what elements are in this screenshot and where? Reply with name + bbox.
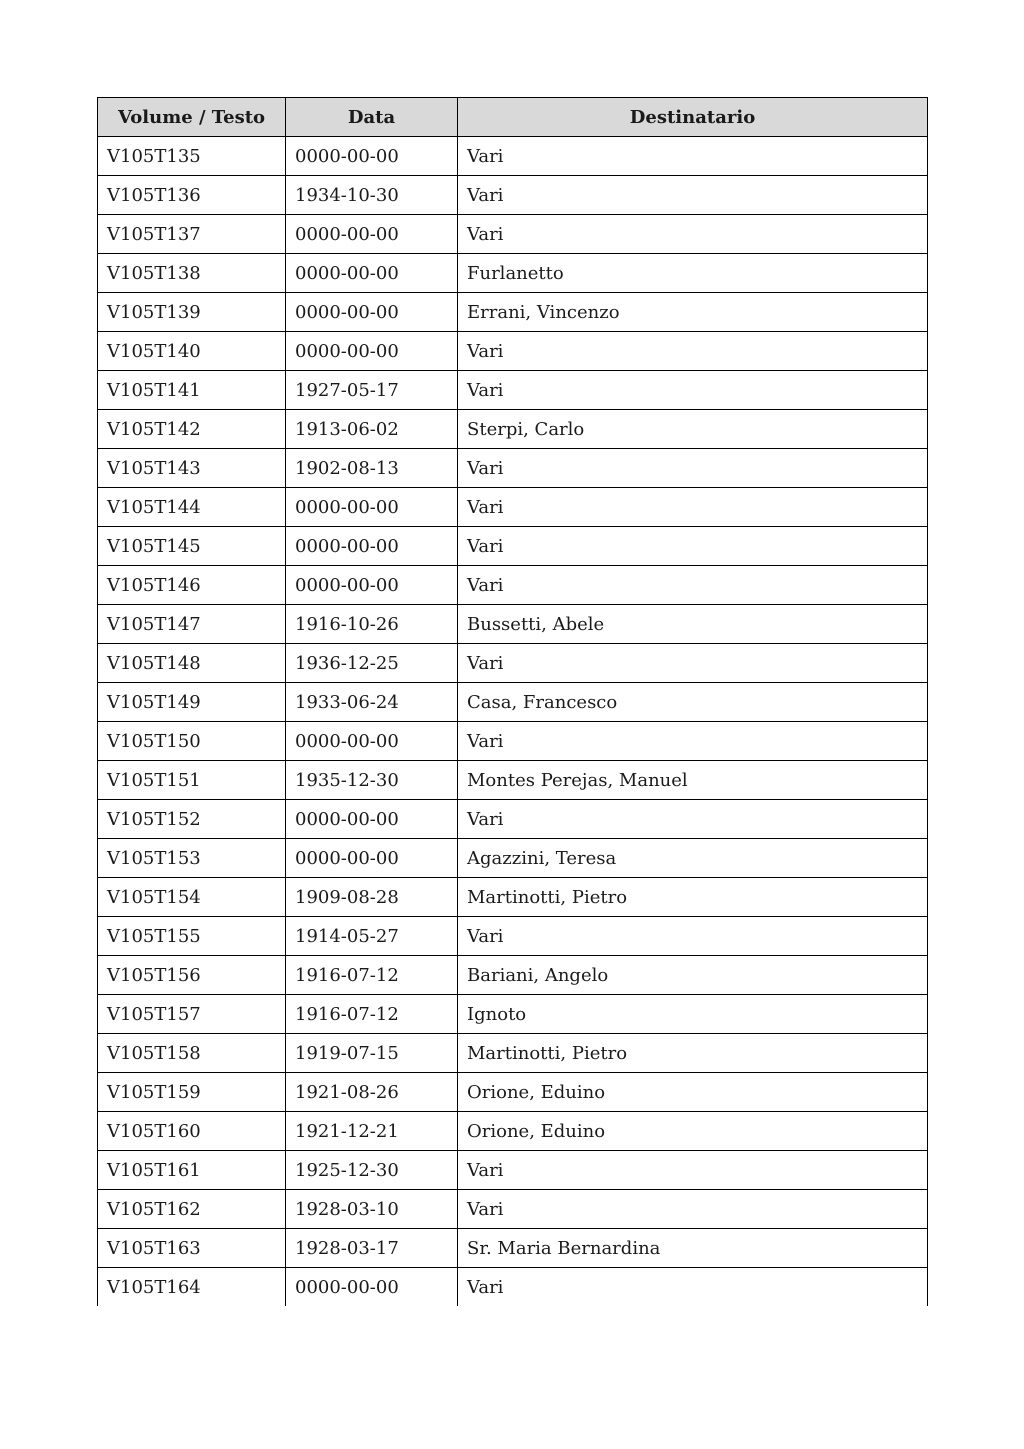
cell-destinatario: Ignoto — [458, 995, 928, 1034]
cell-volume-testo: V105T144 — [98, 488, 286, 527]
cell-volume-testo: V105T150 — [98, 722, 286, 761]
cell-volume-testo: V105T139 — [98, 293, 286, 332]
table-row — [98, 839, 928, 878]
cell-data: 0000-00-00 — [286, 800, 458, 839]
cell-destinatario: Bussetti, Abele — [458, 605, 928, 644]
cell-destinatario: Vari — [458, 449, 928, 488]
cell-volume-testo: V105T155 — [98, 917, 286, 956]
cell-destinatario: Vari — [458, 917, 928, 956]
cell-destinatario: Agazzini, Teresa — [458, 839, 928, 878]
cell-destinatario: Vari — [458, 722, 928, 761]
cell-data: 0000-00-00 — [286, 1268, 458, 1307]
table-row — [98, 1229, 928, 1268]
cell-data: 1934-10-30 — [286, 176, 458, 215]
table-row — [98, 371, 928, 410]
table-row — [98, 878, 928, 917]
letters-table — [97, 97, 928, 1306]
cell-volume-testo: V105T146 — [98, 566, 286, 605]
cell-data: 0000-00-00 — [286, 332, 458, 371]
column-header-data: Data — [286, 98, 458, 137]
cell-volume-testo: V105T157 — [98, 995, 286, 1034]
cell-destinatario: Vari — [458, 371, 928, 410]
cell-destinatario: Vari — [458, 1151, 928, 1190]
cell-destinatario: Errani, Vincenzo — [458, 293, 928, 332]
cell-volume-testo: V105T148 — [98, 644, 286, 683]
table-row — [98, 1112, 928, 1151]
table-row — [98, 1034, 928, 1073]
cell-data: 1928-03-17 — [286, 1229, 458, 1268]
table-row — [98, 1190, 928, 1229]
table-row — [98, 644, 928, 683]
cell-destinatario: Vari — [458, 332, 928, 371]
table-row — [98, 215, 928, 254]
cell-destinatario: Furlanetto — [458, 254, 928, 293]
table-header-row — [98, 98, 928, 137]
cell-data: 1925-12-30 — [286, 1151, 458, 1190]
cell-destinatario: Vari — [458, 215, 928, 254]
cell-destinatario: Montes Perejas, Manuel — [458, 761, 928, 800]
cell-destinatario: Sr. Maria Bernardina — [458, 1229, 928, 1268]
cell-data: 1921-12-21 — [286, 1112, 458, 1151]
cell-data: 1916-07-12 — [286, 995, 458, 1034]
cell-data: 1913-06-02 — [286, 410, 458, 449]
cell-data: 1933-06-24 — [286, 683, 458, 722]
cell-volume-testo: V105T135 — [98, 137, 286, 176]
column-header-destinatario: Destinatario — [458, 98, 928, 137]
cell-volume-testo: V105T152 — [98, 800, 286, 839]
table-row — [98, 332, 928, 371]
table-row — [98, 761, 928, 800]
cell-volume-testo: V105T156 — [98, 956, 286, 995]
table-row — [98, 956, 928, 995]
cell-destinatario: Vari — [458, 1268, 928, 1307]
cell-data: 0000-00-00 — [286, 488, 458, 527]
cell-data: 0000-00-00 — [286, 215, 458, 254]
table-row — [98, 917, 928, 956]
table-row — [98, 1268, 928, 1307]
cell-volume-testo: V105T163 — [98, 1229, 286, 1268]
table-row — [98, 488, 928, 527]
table-row — [98, 605, 928, 644]
cell-volume-testo: V105T158 — [98, 1034, 286, 1073]
cell-data: 0000-00-00 — [286, 839, 458, 878]
cell-data: 0000-00-00 — [286, 254, 458, 293]
cell-destinatario: Vari — [458, 137, 928, 176]
table-row — [98, 995, 928, 1034]
cell-data: 0000-00-00 — [286, 293, 458, 332]
cell-data: 1902-08-13 — [286, 449, 458, 488]
cell-data: 1921-08-26 — [286, 1073, 458, 1112]
cell-destinatario: Sterpi, Carlo — [458, 410, 928, 449]
cell-data: 1927-05-17 — [286, 371, 458, 410]
cell-volume-testo: V105T143 — [98, 449, 286, 488]
cell-volume-testo: V105T153 — [98, 839, 286, 878]
cell-destinatario: Orione, Eduino — [458, 1112, 928, 1151]
table-row — [98, 410, 928, 449]
cell-volume-testo: V105T159 — [98, 1073, 286, 1112]
cell-data: 1935-12-30 — [286, 761, 458, 800]
cell-volume-testo: V105T141 — [98, 371, 286, 410]
cell-data: 0000-00-00 — [286, 527, 458, 566]
cell-data: 1919-07-15 — [286, 1034, 458, 1073]
cell-volume-testo: V105T138 — [98, 254, 286, 293]
table-row — [98, 722, 928, 761]
cell-volume-testo: V105T137 — [98, 215, 286, 254]
cell-volume-testo: V105T140 — [98, 332, 286, 371]
cell-volume-testo: V105T162 — [98, 1190, 286, 1229]
cell-destinatario: Vari — [458, 800, 928, 839]
cell-destinatario: Casa, Francesco — [458, 683, 928, 722]
table-row — [98, 683, 928, 722]
cell-data: 0000-00-00 — [286, 722, 458, 761]
cell-destinatario: Martinotti, Pietro — [458, 878, 928, 917]
cell-volume-testo: V105T164 — [98, 1268, 286, 1307]
cell-destinatario: Vari — [458, 1190, 928, 1229]
table-row — [98, 800, 928, 839]
cell-data: 0000-00-00 — [286, 137, 458, 176]
table-body — [98, 137, 928, 1307]
table-row — [98, 527, 928, 566]
cell-volume-testo: V105T145 — [98, 527, 286, 566]
cell-volume-testo: V105T136 — [98, 176, 286, 215]
cell-destinatario: Orione, Eduino — [458, 1073, 928, 1112]
cell-destinatario: Vari — [458, 488, 928, 527]
cell-volume-testo: V105T147 — [98, 605, 286, 644]
column-header-volume-testo: Volume / Testo — [98, 98, 286, 137]
cell-data: 1914-05-27 — [286, 917, 458, 956]
cell-volume-testo: V105T142 — [98, 410, 286, 449]
cell-destinatario: Martinotti, Pietro — [458, 1034, 928, 1073]
cell-data: 1909-08-28 — [286, 878, 458, 917]
table-row — [98, 254, 928, 293]
cell-destinatario: Bariani, Angelo — [458, 956, 928, 995]
table-row — [98, 137, 928, 176]
cell-data: 1928-03-10 — [286, 1190, 458, 1229]
cell-destinatario: Vari — [458, 527, 928, 566]
cell-destinatario: Vari — [458, 566, 928, 605]
table-row — [98, 1151, 928, 1190]
cell-destinatario: Vari — [458, 176, 928, 215]
cell-volume-testo: V105T149 — [98, 683, 286, 722]
cell-volume-testo: V105T154 — [98, 878, 286, 917]
table-row — [98, 566, 928, 605]
table-row — [98, 293, 928, 332]
cell-data: 1936-12-25 — [286, 644, 458, 683]
cell-data: 1916-07-12 — [286, 956, 458, 995]
cell-data: 0000-00-00 — [286, 566, 458, 605]
table-row — [98, 1073, 928, 1112]
cell-data: 1916-10-26 — [286, 605, 458, 644]
table-row — [98, 176, 928, 215]
cell-destinatario: Vari — [458, 644, 928, 683]
cell-volume-testo: V105T161 — [98, 1151, 286, 1190]
cell-volume-testo: V105T160 — [98, 1112, 286, 1151]
table-row — [98, 449, 928, 488]
cell-volume-testo: V105T151 — [98, 761, 286, 800]
